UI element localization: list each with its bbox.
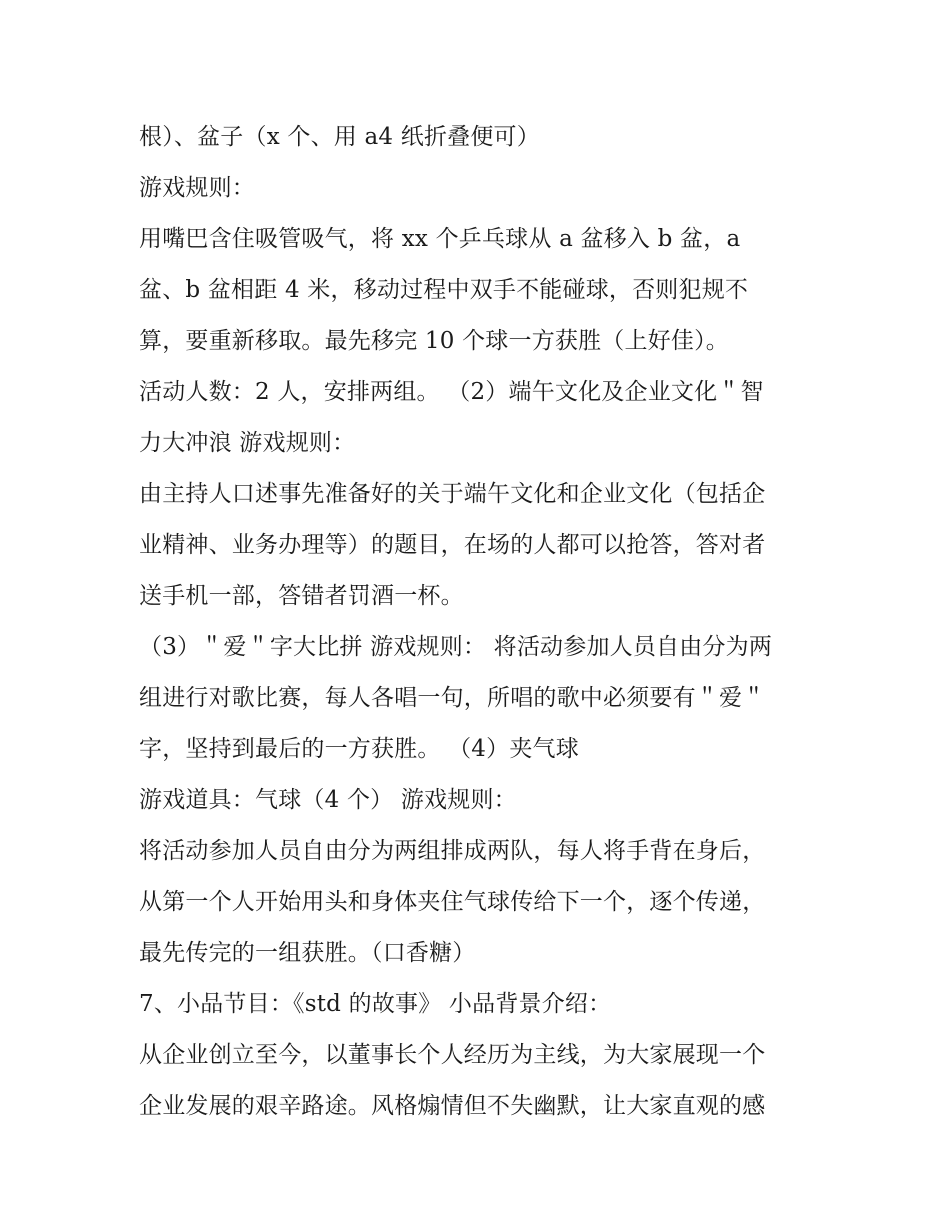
text-line: 根）、盆子（x 个、用 a4 纸折叠便可） (139, 124, 540, 150)
section-heading: 游戏规则： (139, 175, 255, 201)
text-line: 业精神、业务办理等）的题目，在场的人都可以抢答，答对者 (139, 532, 766, 558)
text-line: 用嘴巴含住吸管吸气，将 xx 个乒乓球从 a 盆移入 b 盆，a (139, 226, 741, 252)
text-line: 盆、b 盆相距 4 米，移动过程中双手不能碰球，否则犯规不 (139, 277, 749, 303)
text-line: 活动人数：2 人，安排两组。 （2）端午文化及企业文化＂智 (139, 379, 764, 405)
text-line: 组进行对歌比赛，每人各唱一句，所唱的歌中必须要有＂爱＂ (139, 685, 766, 711)
text-line: 由主持人口述事先准备好的关于端午文化和企业文化（包括企 (139, 481, 766, 507)
text-line: （3）＂爱＂字大比拼 游戏规则： 将活动参加人员自由分为两 (139, 634, 773, 660)
text-line: 企业发展的艰辛路途。风格煽情但不失幽默，让大家直观的感 (139, 1093, 766, 1119)
text-line: 算，要重新移取。最先移完 10 个球一方获胜（上好佳）。 (139, 328, 729, 354)
text-line: 从第一个人开始用头和身体夹住气球传给下一个，逐个传递， (139, 889, 766, 915)
text-line: 字，坚持到最后的一方获胜。 （4）夹气球 (139, 736, 579, 762)
text-line: 7、小品节目：《std 的故事》 小品背景介绍： (139, 991, 612, 1017)
text-line: 力大冲浪 游戏规则： (139, 430, 356, 456)
document-body (139, 112, 829, 1132)
text-line: 送手机一部，答错者罚酒一杯。 (139, 583, 464, 609)
text-line: 游戏道具：气球（4 个） 游戏规则： (139, 787, 517, 813)
text-line: 最先传完的一组获胜。（口香糖） (139, 940, 476, 966)
text-line: 从企业创立至今，以董事长个人经历为主线，为大家展现一个 (139, 1042, 766, 1068)
text-line: 将活动参加人员自由分为两组排成两队，每人将手背在身后， (139, 838, 766, 864)
